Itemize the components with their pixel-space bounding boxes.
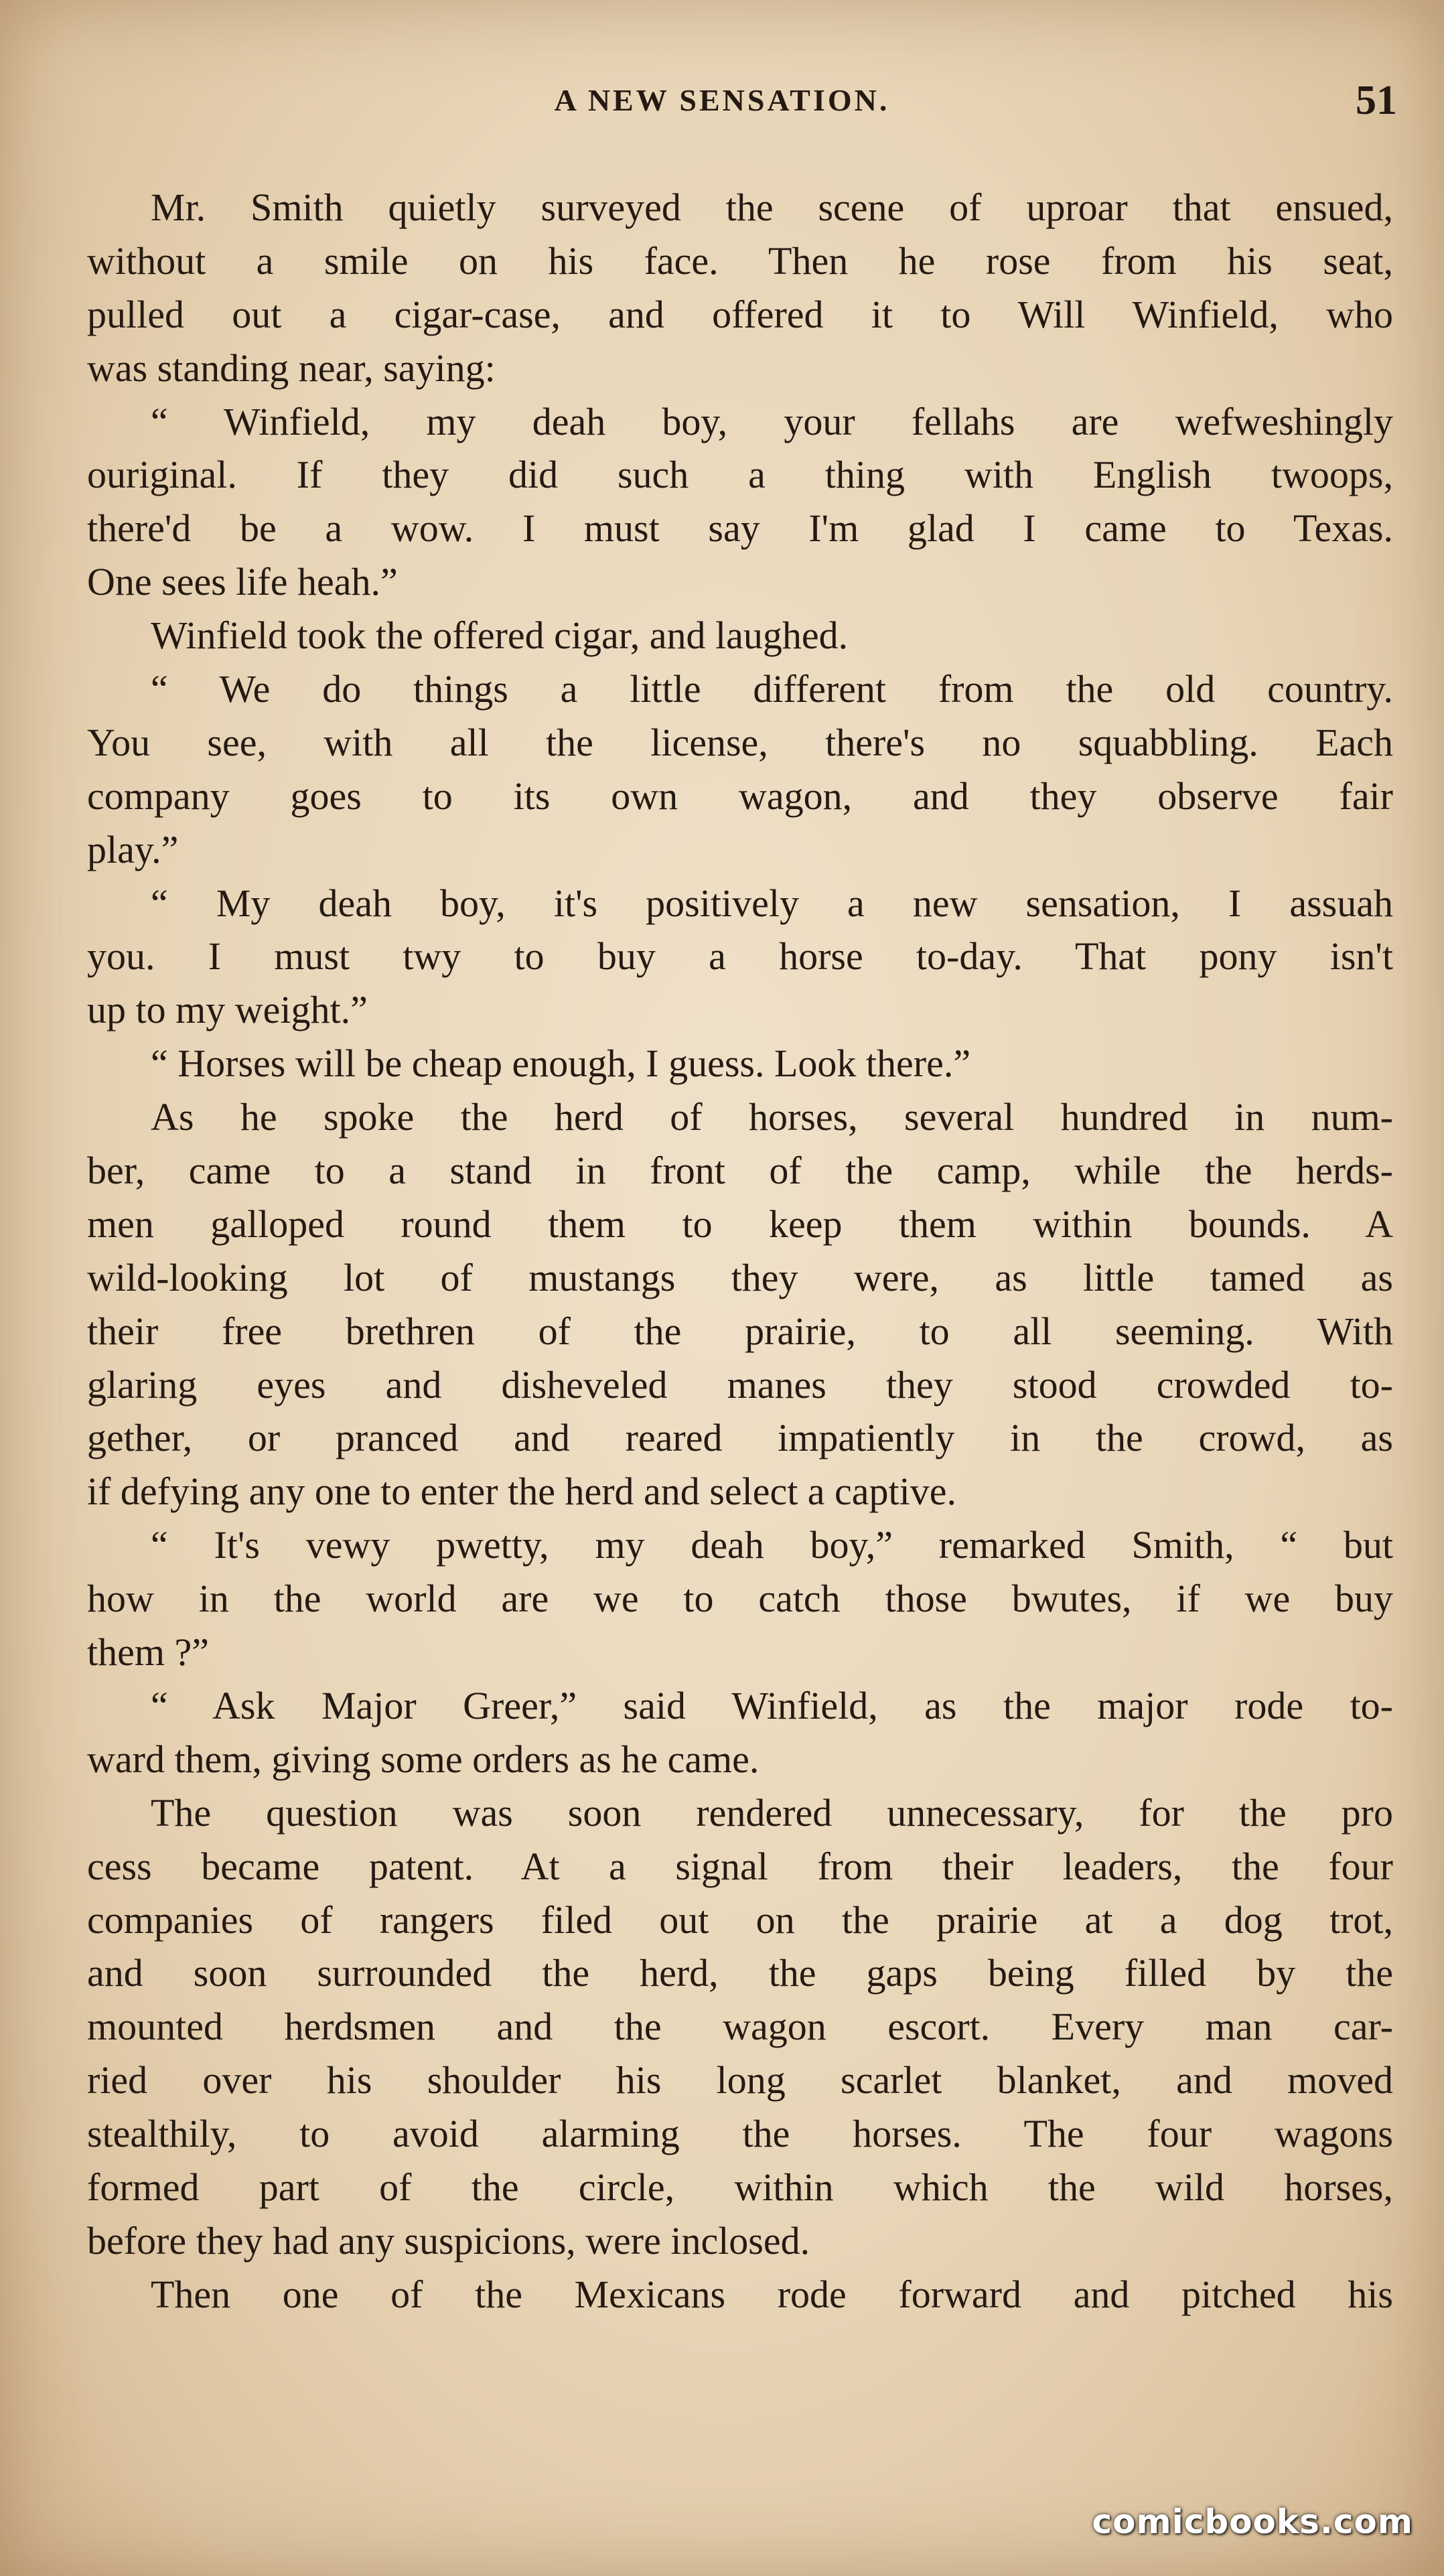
text-line: “ We do things a little different from the old country. xyxy=(151,667,1393,711)
text-line: wild-looking lot of mustangs they were, as little tamed as xyxy=(87,1255,1393,1299)
text-line: stealthily, to avoid alarming the horses. The four wagons xyxy=(87,2112,1393,2156)
text-line: play.” xyxy=(87,827,179,871)
text-line: “ Ask Major Greer,” said Winfield, as the major rode to- xyxy=(151,1683,1393,1727)
text-line: ouriginal. If they did such a thing with English twoops, xyxy=(87,453,1393,497)
text-line: company goes to its own wagon, and they observe fair xyxy=(87,774,1393,818)
text-line: them ?” xyxy=(87,1630,209,1674)
text-line: cess became patent. At a signal from their leaders, the four xyxy=(87,1844,1393,1888)
text-line: their free brethren of the prairie, to all seeming. With xyxy=(87,1309,1393,1353)
text-line: Winfield took the offered cigar, and laughed. xyxy=(151,614,849,658)
text-line: gether, or pranced and reared impatiently in the crowd, as xyxy=(87,1416,1393,1460)
site-watermark: comicbooks.com xyxy=(1092,2502,1413,2541)
text-line: before they had any suspicions, were inclosed. xyxy=(87,2218,810,2263)
text-line: As he spoke the herd of horses, several hundred in num- xyxy=(151,1095,1393,1139)
text-line: Mr. Smith quietly surveyed the scene of uproar that ensued, xyxy=(151,186,1393,229)
text-line: up to my weight.” xyxy=(87,988,368,1032)
text-line: formed part of the circle, within which the wild horses, xyxy=(87,2165,1393,2209)
text-line: mounted herdsmen and the wagon escort. Every man car- xyxy=(87,2005,1393,2049)
text-line: “ Horses will be cheap enough, I guess. Look there.” xyxy=(151,1042,971,1086)
text-line: was standing near, saying: xyxy=(87,346,496,390)
text-line: “ It's vewy pwetty, my deah boy,” remarked Smith, “ but xyxy=(151,1523,1393,1567)
text-line: how in the world are we to catch those bwutes, if we buy xyxy=(87,1577,1393,1621)
text-line: ber, came to a stand in front of the camp, while the herds- xyxy=(87,1149,1393,1193)
text-line: “ My deah boy, it's positively a new sensation, I assuah xyxy=(151,881,1393,925)
running-head xyxy=(0,74,1444,127)
text-line: you. I must twy to buy a horse to-day. That pony isn't xyxy=(87,934,1393,979)
text-line: without a smile on his face. Then he rose from his seat, xyxy=(87,238,1393,283)
page-number: 51 xyxy=(1356,78,1397,123)
text-line: Then one of the Mexicans rode forward and pitched his xyxy=(151,2272,1393,2316)
body-text xyxy=(87,181,1393,2321)
text-line: The question was soon rendered unnecessary, for the pro xyxy=(151,1790,1393,1835)
text-line: ried over his shoulder his long scarlet blanket, and moved xyxy=(87,2058,1393,2102)
text-line: companies of rangers filed out on the prairie at a dog trot, xyxy=(87,1898,1393,1942)
text-line: ward them, giving some orders as he came. xyxy=(87,1737,760,1781)
text-line: One sees life heah.” xyxy=(87,560,398,604)
text-line: glaring eyes and disheveled manes they stood crowded to- xyxy=(87,1362,1393,1407)
text-line: if defying any one to enter the herd and select a captive. xyxy=(87,1470,957,1514)
text-line: You see, with all the license, there's no squabbling. Each xyxy=(87,720,1393,764)
text-line: there'd be a wow. I must say I'm glad I came to Texas. xyxy=(87,506,1393,551)
running-title: A NEW SENSATION. xyxy=(554,83,890,117)
text-line: pulled out a cigar-case, and offered it to Will Winfield, who xyxy=(87,292,1393,336)
text-line: men galloped round them to keep them within bounds. A xyxy=(87,1202,1393,1246)
text-line: “ Winfield, my deah boy, your fellahs are wefweshingly xyxy=(151,399,1393,443)
text-line: and soon surrounded the herd, the gaps being filled by the xyxy=(87,1951,1393,1995)
